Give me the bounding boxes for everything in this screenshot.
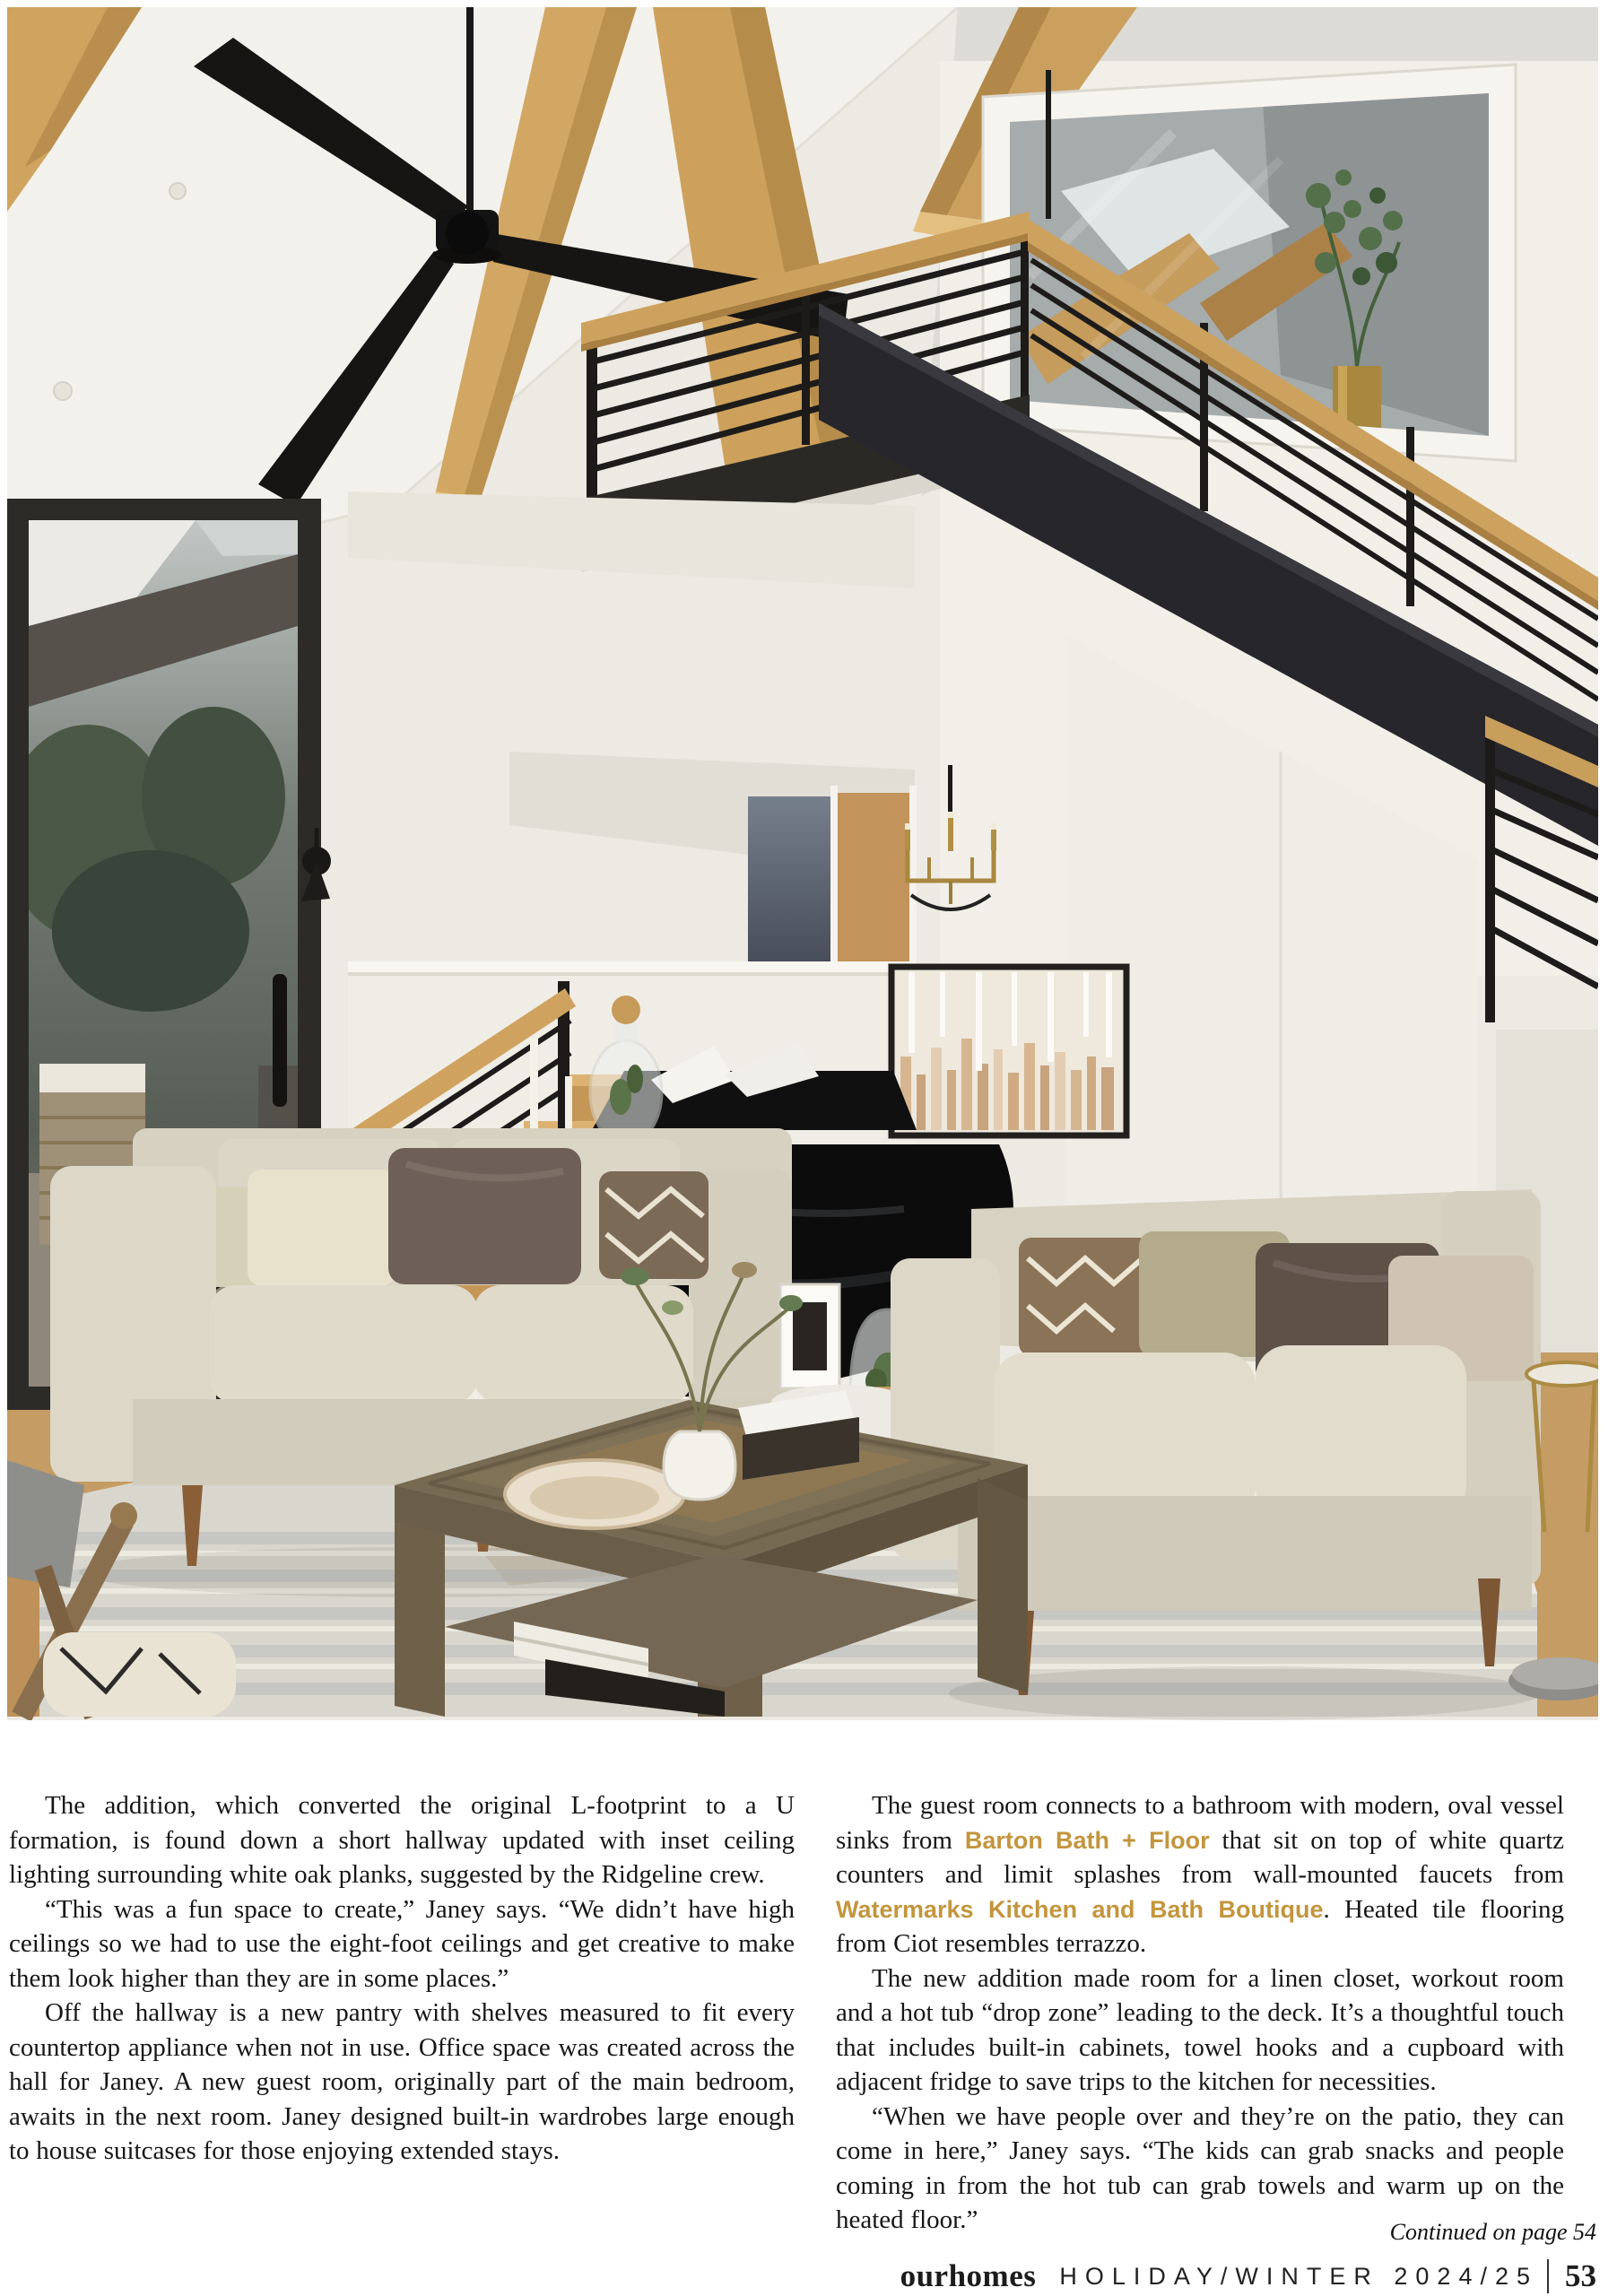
footer-divider [1547,2259,1549,2293]
page-number: 53 [1565,2258,1596,2293]
continued-note: Continued on page 54 [1389,2219,1596,2245]
article-paragraph [9,1892,795,1996]
body-text: The addition, which converted the original L-footprint to a U formation, is found down a short hallway updated with inset ceiling lighting surrounding white oak planks, suggested by the Ridgeline crew. [9,1791,795,1889]
article-paragraph [836,2100,1564,2238]
issue-label: HOLIDAY/WINTER 2024/25 [1059,2262,1538,2290]
body-text: The new addition made room for a linen closet, workout room and a hot tub “drop zone” leading to the deck. It’s a thoughtful touch that includes built-in cabinets, towel hooks and a cupboard with adjacent fridge to save trips to the kitchen for necessities. [836,1963,1564,2096]
body-text: “When we have people over and they’re on the patio, they can come in here,” Janey says. “The kids can grab snacks and people coming in from the hot tub can grab towels and warm up on the heated floor.” [836,2101,1564,2234]
article-paragraph [836,1788,1564,1961]
article-paragraph [9,1996,795,2169]
living-room-photo [7,7,1598,1720]
body-text: “This was a fun space to create,” Janey says. “We didn’t have high ceilings so we had to use the eight-foot ceilings and get creative to make them look higher than they are in some places.” [9,1894,795,1993]
body-text: Off the hallway is a new pantry with shelves measured to fit every countertop appliance when not in use. Office space was created across the hall for Janey. A new guest room, originally part of the main bedroom, awaits in the next room. Janey designed built-in wardrobes large enough to house suitcases for those enjoying extended stays. [9,1998,795,2165]
article-paragraph [836,1961,1564,2100]
article-column-left [9,1788,795,2169]
wall-artwork [891,967,1126,1135]
article-paragraph [9,1788,795,1892]
brand-link: Watermarks Kitchen and Bath Boutique [836,1895,1324,1923]
magazine-brand: ourhomes [900,2258,1037,2293]
living-room-illustration [7,7,1598,1720]
body-text: that sit on top of white quartz counters and limit splashes from wall-mounted faucets from [836,1825,1565,1889]
body-text: . Heated tile flooring from Ciot resembles terrazzo. [836,1894,1564,1958]
door-handle-icon [273,974,287,1107]
article-column-right [836,1788,1564,2238]
body-text: The guest room connects to a bathroom with modern, oval vessel sinks from [836,1791,1564,1855]
page-footer [900,2258,1596,2294]
brand-link: Barton Bath + Floor [964,1826,1210,1854]
